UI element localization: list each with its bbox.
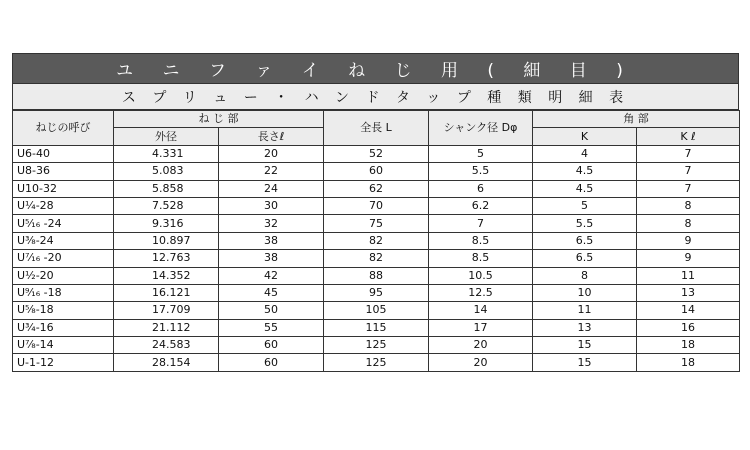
cell-outer-diameter: 9.316 bbox=[114, 215, 219, 232]
cell-length: 32 bbox=[219, 215, 324, 232]
cell-name: U³⁄₄-16 bbox=[13, 319, 114, 336]
table-row bbox=[13, 284, 740, 301]
cell-total-length: 75 bbox=[324, 215, 429, 232]
cell-k: 11 bbox=[533, 302, 637, 319]
table-row bbox=[13, 250, 740, 267]
cell-name: U10-32 bbox=[13, 180, 114, 197]
cell-total-length: 115 bbox=[324, 319, 429, 336]
cell-shank-diameter: 6.2 bbox=[429, 197, 533, 214]
cell-total-length: 60 bbox=[324, 163, 429, 180]
cell-shank-diameter: 20 bbox=[429, 337, 533, 354]
cell-name: U¹⁄₂-20 bbox=[13, 267, 114, 284]
cell-total-length: 82 bbox=[324, 250, 429, 267]
cell-shank-diameter: 12.5 bbox=[429, 284, 533, 301]
cell-name: U³⁄₈-24 bbox=[13, 232, 114, 249]
cell-length: 42 bbox=[219, 267, 324, 284]
cell-k: 4.5 bbox=[533, 163, 637, 180]
cell-shank-diameter: 20 bbox=[429, 354, 533, 371]
cell-length: 45 bbox=[219, 284, 324, 301]
cell-k: 5 bbox=[533, 197, 637, 214]
cell-length: 38 bbox=[219, 250, 324, 267]
table-title: ユ ニ フ ァ イ ね じ 用 ( 細 目 ) bbox=[12, 53, 739, 84]
spec-sheet bbox=[12, 53, 739, 372]
cell-k: 6.5 bbox=[533, 250, 637, 267]
cell-k: 8 bbox=[533, 267, 637, 284]
cell-total-length: 52 bbox=[324, 145, 429, 162]
cell-shank-diameter: 10.5 bbox=[429, 267, 533, 284]
cell-total-length: 125 bbox=[324, 337, 429, 354]
cell-name: U⁹⁄₁₆ -18 bbox=[13, 284, 114, 301]
header-total-length: 全長 L bbox=[324, 111, 429, 146]
cell-total-length: 62 bbox=[324, 180, 429, 197]
cell-total-length: 88 bbox=[324, 267, 429, 284]
cell-shank-diameter: 8.5 bbox=[429, 250, 533, 267]
cell-k: 4 bbox=[533, 145, 637, 162]
cell-total-length: 70 bbox=[324, 197, 429, 214]
cell-outer-diameter: 17.709 bbox=[114, 302, 219, 319]
cell-k-length: 13 bbox=[637, 284, 740, 301]
cell-length: 30 bbox=[219, 197, 324, 214]
cell-k: 4.5 bbox=[533, 180, 637, 197]
cell-outer-diameter: 5.083 bbox=[114, 163, 219, 180]
cell-outer-diameter: 14.352 bbox=[114, 267, 219, 284]
table-subtitle: ス プ リ ュ ー ・ ハ ン ド タ ッ プ 種 類 明 細 表 bbox=[12, 84, 739, 110]
cell-shank-diameter: 17 bbox=[429, 319, 533, 336]
cell-name: U⁷⁄₈-14 bbox=[13, 337, 114, 354]
cell-k: 15 bbox=[533, 354, 637, 371]
cell-k-length: 16 bbox=[637, 319, 740, 336]
cell-length: 60 bbox=[219, 337, 324, 354]
table-row bbox=[13, 215, 740, 232]
header-square-part: 角 部 bbox=[533, 111, 740, 128]
table-row bbox=[13, 197, 740, 214]
cell-length: 20 bbox=[219, 145, 324, 162]
cell-k-length: 7 bbox=[637, 180, 740, 197]
cell-length: 24 bbox=[219, 180, 324, 197]
table-row bbox=[13, 319, 740, 336]
cell-shank-diameter: 6 bbox=[429, 180, 533, 197]
header-row-top bbox=[13, 111, 740, 128]
spec-table bbox=[12, 110, 740, 372]
cell-k: 13 bbox=[533, 319, 637, 336]
table-row bbox=[13, 145, 740, 162]
cell-shank-diameter: 7 bbox=[429, 215, 533, 232]
header-length: 長さℓ bbox=[219, 128, 324, 145]
cell-total-length: 125 bbox=[324, 354, 429, 371]
cell-shank-diameter: 5 bbox=[429, 145, 533, 162]
cell-k-length: 7 bbox=[637, 163, 740, 180]
cell-outer-diameter: 21.112 bbox=[114, 319, 219, 336]
cell-shank-diameter: 8.5 bbox=[429, 232, 533, 249]
cell-k-length: 9 bbox=[637, 250, 740, 267]
cell-k: 5.5 bbox=[533, 215, 637, 232]
cell-k-length: 18 bbox=[637, 354, 740, 371]
cell-k-length: 11 bbox=[637, 267, 740, 284]
cell-k-length: 9 bbox=[637, 232, 740, 249]
cell-outer-diameter: 4.331 bbox=[114, 145, 219, 162]
cell-k: 10 bbox=[533, 284, 637, 301]
cell-name: U8-36 bbox=[13, 163, 114, 180]
cell-k: 6.5 bbox=[533, 232, 637, 249]
cell-name: U⁷⁄₁₆ -20 bbox=[13, 250, 114, 267]
cell-length: 38 bbox=[219, 232, 324, 249]
cell-outer-diameter: 5.858 bbox=[114, 180, 219, 197]
cell-outer-diameter: 10.897 bbox=[114, 232, 219, 249]
table-row bbox=[13, 180, 740, 197]
cell-k: 15 bbox=[533, 337, 637, 354]
cell-length: 22 bbox=[219, 163, 324, 180]
header-outer-diameter: 外径 bbox=[114, 128, 219, 145]
cell-length: 55 bbox=[219, 319, 324, 336]
cell-length: 50 bbox=[219, 302, 324, 319]
table-row bbox=[13, 337, 740, 354]
header-k-length: K ℓ bbox=[637, 128, 740, 145]
cell-total-length: 95 bbox=[324, 284, 429, 301]
table-row bbox=[13, 354, 740, 371]
cell-k-length: 8 bbox=[637, 197, 740, 214]
cell-name: U6-40 bbox=[13, 145, 114, 162]
table-row bbox=[13, 302, 740, 319]
table-row bbox=[13, 267, 740, 284]
table-row bbox=[13, 163, 740, 180]
cell-k-length: 8 bbox=[637, 215, 740, 232]
cell-outer-diameter: 28.154 bbox=[114, 354, 219, 371]
header-shank-diameter: シャンク径 Dφ bbox=[429, 111, 533, 146]
cell-k-length: 18 bbox=[637, 337, 740, 354]
header-k: K bbox=[533, 128, 637, 145]
cell-name: U-1-12 bbox=[13, 354, 114, 371]
cell-shank-diameter: 5.5 bbox=[429, 163, 533, 180]
header-name: ねじの呼び bbox=[13, 111, 114, 146]
header-thread-part: ね じ 部 bbox=[114, 111, 324, 128]
cell-length: 60 bbox=[219, 354, 324, 371]
cell-name: U¹⁄₄-28 bbox=[13, 197, 114, 214]
cell-k-length: 7 bbox=[637, 145, 740, 162]
cell-name: U⁵⁄₈-18 bbox=[13, 302, 114, 319]
spec-table-body bbox=[13, 145, 740, 371]
cell-name: U⁵⁄₁₆ -24 bbox=[13, 215, 114, 232]
cell-outer-diameter: 16.121 bbox=[114, 284, 219, 301]
cell-outer-diameter: 7.528 bbox=[114, 197, 219, 214]
cell-outer-diameter: 12.763 bbox=[114, 250, 219, 267]
cell-total-length: 82 bbox=[324, 232, 429, 249]
table-row bbox=[13, 232, 740, 249]
cell-outer-diameter: 24.583 bbox=[114, 337, 219, 354]
cell-total-length: 105 bbox=[324, 302, 429, 319]
cell-shank-diameter: 14 bbox=[429, 302, 533, 319]
cell-k-length: 14 bbox=[637, 302, 740, 319]
